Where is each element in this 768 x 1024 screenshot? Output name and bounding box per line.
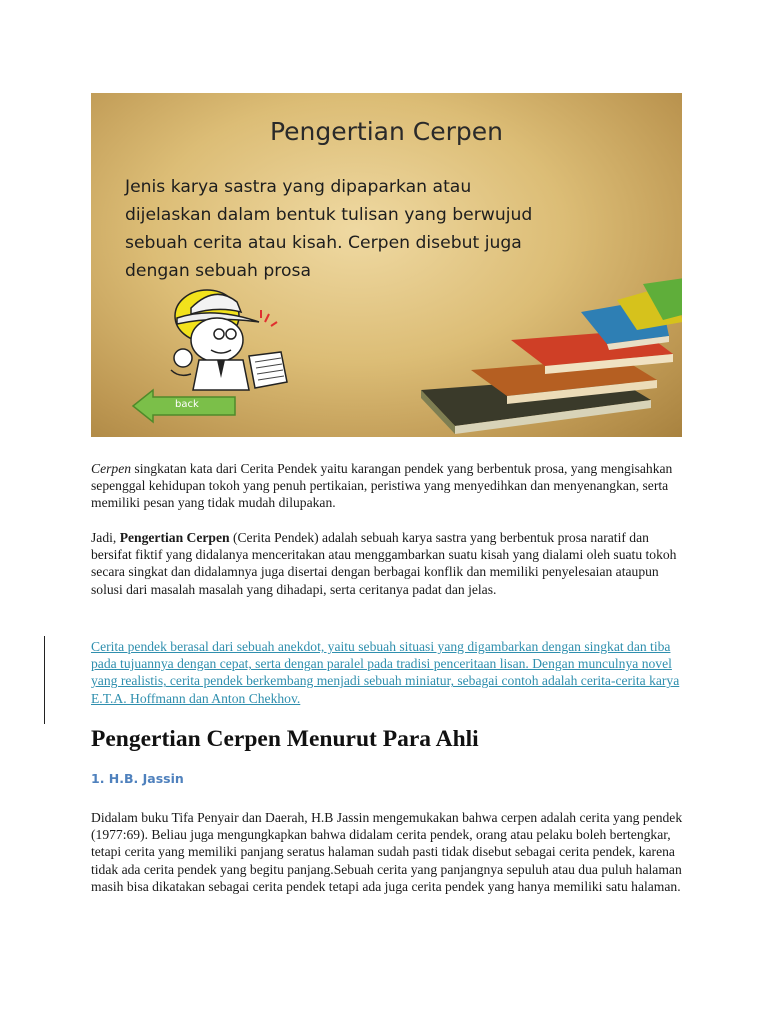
paragraph-summary-text: (Cerita Pendek) adalah sebuah karya sastra yang berbentuk prosa naratif dan bersifat fiktif yang didalanya menceritakan atau menggambarkan suatu kisah yang dialami oleh suatu tokoh secara singkat dan didalamnya juga disertai dengan berbagai konflik dan memiliki penyelesaian ataupun solusi dari masalah masalah yang dihadapi, serta ceritanya padat dan jelas. [91,530,677,597]
term-cerpen: Cerpen [91,461,132,476]
slide-body: Jenis karya sastra yang dipaparkan atau dijelaskan dalam bentuk tulisan yang berwujud sebuah cerita atau kisah. Cerpen disebut juga dengan sebuah prosa [125,177,533,281]
slide-image [91,93,682,437]
section-heading: Pengertian Cerpen Menurut Para Ahli [91,726,479,752]
paragraph-summary-prefix: Jadi, [91,530,120,545]
paragraph-definition [91,460,691,512]
origin-link[interactable]: Cerita pendek berasal dari sebuah anekdot, yaitu sebuah situasi yang digambarkan dengan singkat dan tiba pada tujuannya dengan cepat, serta dengan paralel pada tradisi penceritaan lisan. Dengan munculnya novel yang realistis, cerita pendek berkembang menjadi sebuah miniatur, sebagai contoh adalah cerita-cerita karya E.T.A. Hoffmann dan Anton Chekhov. [91,639,680,706]
detective-icon [165,278,305,393]
paragraph-definition-text: singkatan kata dari Cerita Pendek yaitu karangan pendek yang berbentuk prosa, yang mengisahkan sepenggal kehidupan tokoh yang penuh pertikaian, peristiwa yang menyedihkan dan menyenangkan, serta memiliki pesan yang tidak mudah dilupakan. [91,461,673,511]
term-pengertian-cerpen: Pengertian Cerpen [119,530,230,545]
books-illustration [411,278,682,437]
paragraph-jassin: Didalam buku Tifa Penyair dan Daerah, H.B Jassin mengemukakan bahwa cerpen adalah cerita yang pendek (1977:69). Beliau juga mengungkapkan bahwa didalam cerita pendek, orang atau pelaku boleh bertengkar, tetapi cerita yang memiliki panjang seratus halaman sudah pasti tidak disebut sebagai cerita pendek, karena tidak ada cerita pendek yang begitu panjang.Sebuah cerita yang panjangnya sepuluh atau dua puluh halaman masih bisa dikatakan sebagai cerita pendek tetapi ada juga cerita pendek yang hanya memiliki satu halaman. [91,810,683,894]
margin-marker [44,636,45,724]
subheading-hb-jassin: 1. H.B. Jassin [91,771,184,786]
slide-title: Pengertian Cerpen [269,117,503,146]
paragraph-origin [91,638,691,707]
paragraph-summary [91,529,691,598]
back-button[interactable] [131,388,237,424]
back-button-label: back [175,399,199,410]
